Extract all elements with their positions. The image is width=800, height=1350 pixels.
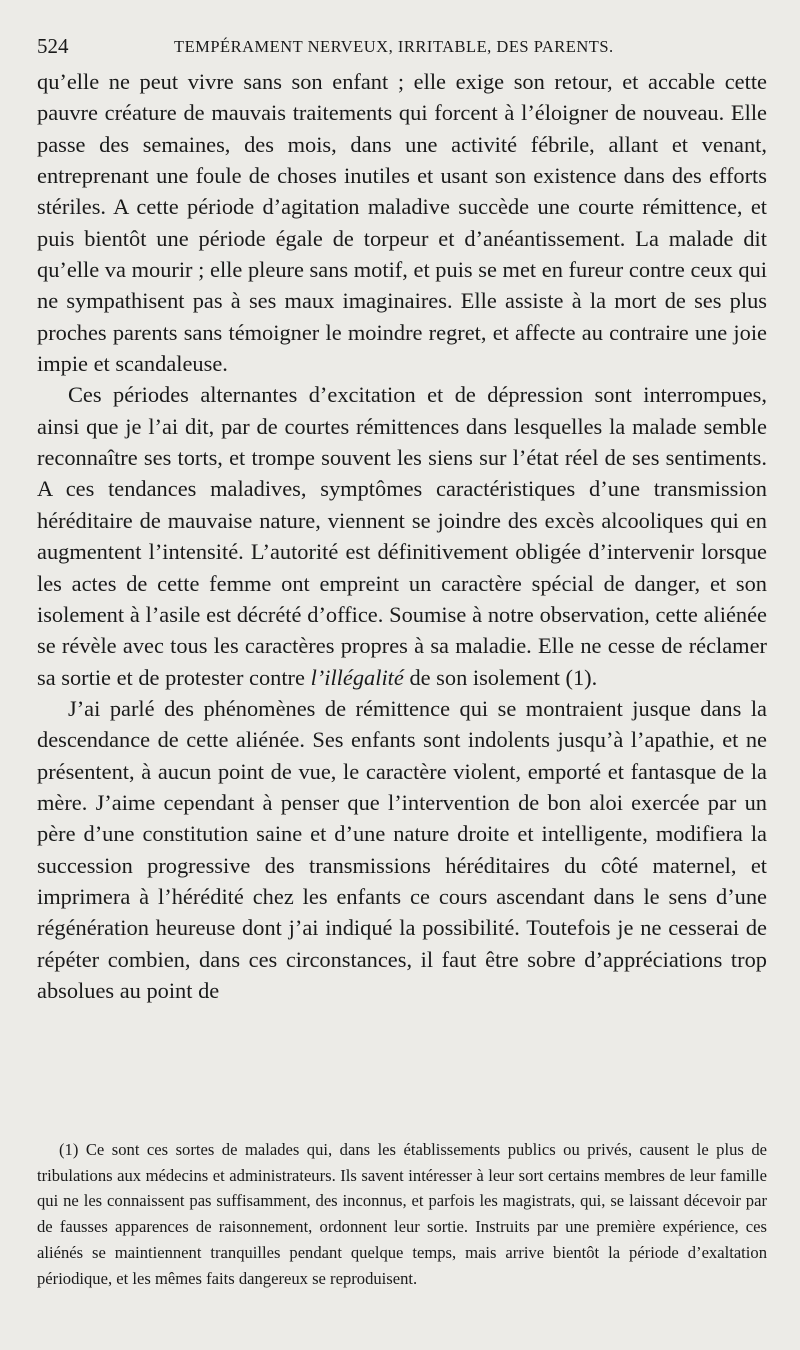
main-text <box>37 66 767 1006</box>
footnotes <box>37 1137 767 1291</box>
running-title: TEMPÉRAMENT NERVEUX, IRRITABLE, DES PARENTS. <box>174 37 614 56</box>
paragraph <box>37 379 767 692</box>
paragraph: J’ai parlé des phénomènes de rémittence qui se montraient jusque dans la descendance de cette aliénée. Ses enfants sont indolents jusqu’à l’apathie, et ne présentent, à aucun point de vue, le caractère violent, emporté et fantasque de la mère. J’aime cependant à penser que l’intervention de bon aloi exercée par un père d’une constitution saine et d’une nature droite et intelligente, modifiera la succession progressive des transmissions héréditaires du côté maternel, et imprimera à l’hérédité chez les enfants ce cours ascendant dans le sens d’une régénération heureuse dont j’ai indiqué la possibilité. Toutefois je ne cesserai de répéter combien, dans ces circonstances, il faut être sobre d’appréciations trop absolues au point de <box>37 695 767 1003</box>
italic-term: l’illégalité <box>310 664 404 690</box>
page-number: 524 <box>37 34 69 58</box>
paragraph-continued: qu’elle ne peut vivre sans son enfant ; elle exige son retour, et accable cette pauvre créature de mauvais traitements qui forcent à l’éloigner de nouveau. Elle passe des semaines, des mois, dans une activité fébrile, allant et venant, entreprenant une foule de choses inutiles et usant son existence dans des efforts stériles. A cette période d’agitation maladive succède une courte rémittence, et puis bientôt une période égale de torpeur et d’anéantissement. La malade dit qu’elle va mourir ; elle pleure sans motif, et puis se met en fureur contre ceux qui ne sympathisent pas à ses maux imaginaires. Elle assiste à la mort de ses plus proches parents sans témoigner le moindre regret, et affecte au contraire une joie impie et scandaleuse. <box>37 69 767 377</box>
running-head <box>37 33 764 59</box>
footnote: (1) Ce sont ces sortes de malades qui, dans les établissements publics ou privés, causent le plus de tribulations aux médecins et administrateurs. Ils savent intéresser à leur sort certains membres de leur famille qui ne les connaissent pas suffisamment, des inconnus, et parfois les magistrats, qui, se laissant décevoir par de fausses apparences de raisonnement, ordonnent leur sortie. Instruits par une première expérience, ces aliénés se maintiennent tranquilles pendant quelque temps, mais arrive bientôt la période d’exaltation périodique, et les mêmes faits dangereux se reproduisent. <box>37 1140 767 1288</box>
paragraph-text: Ces périodes alternantes d’excitation et de dépression sont interrompues, ainsi que je l’ai dit, par de courtes rémittences dans lesquelles la malade semble reconnaître ses torts, et trompe souvent les siens sur l’état réel de ses sentiments. A ces tendances maladives, symptômes caractéristiques d’une transmission héréditaire de mauvaise nature, viennent se joindre des excès alcooliques qui en augmentent l’intensité. L’autorité est définitivement obligée d’intervenir lorsque les actes de cette femme ont empreint un caractère spécial de danger, et son isolement à l’asile est décrété d’office. Soumise à notre observation, cette aliénée se révèle avec tous les caractères propres à sa maladie. Elle ne cesse de réclamer sa sortie et de protester contre <box>37 382 767 690</box>
paragraph-text-end: de son isolement (1). <box>403 664 598 690</box>
